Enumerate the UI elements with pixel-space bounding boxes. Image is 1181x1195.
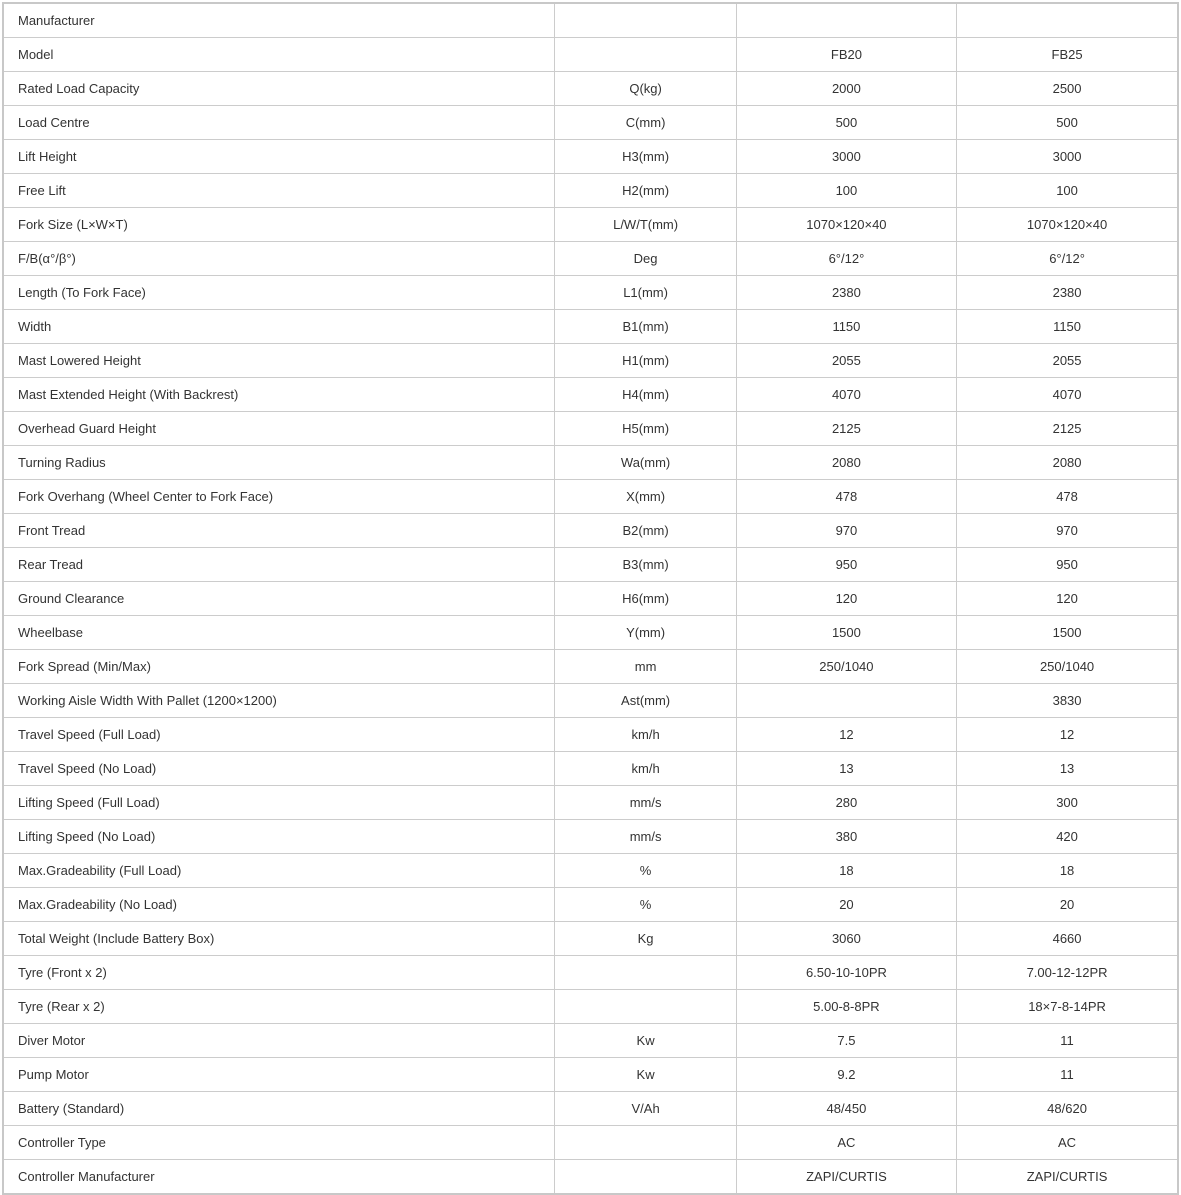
- spec-unit-cell: H5(mm): [555, 412, 736, 446]
- spec-name-cell: Lifting Speed (Full Load): [3, 786, 555, 820]
- spec-unit-cell: H4(mm): [555, 378, 736, 412]
- spec-unit-cell: L1(mm): [555, 276, 736, 310]
- model-2-value-cell: 20: [957, 888, 1178, 922]
- spec-unit-cell: Y(mm): [555, 616, 736, 650]
- spec-name-cell: Travel Speed (Full Load): [3, 718, 555, 752]
- model-1-value-cell: 1070×120×40: [736, 208, 956, 242]
- model-2-value-cell: 13: [957, 752, 1178, 786]
- table-row: [3, 72, 1178, 106]
- table-row: [3, 922, 1178, 956]
- model-1-value-cell: [736, 3, 956, 38]
- model-1-value-cell: 20: [736, 888, 956, 922]
- spec-unit-cell: mm/s: [555, 820, 736, 854]
- model-1-value-cell: 970: [736, 514, 956, 548]
- spec-name-cell: Fork Overhang (Wheel Center to Fork Face): [3, 480, 555, 514]
- spec-name-cell: Travel Speed (No Load): [3, 752, 555, 786]
- model-1-value-cell: 2125: [736, 412, 956, 446]
- model-2-value-cell: 250/1040: [957, 650, 1178, 684]
- model-2-value-cell: 18×7-8-14PR: [957, 990, 1178, 1024]
- spec-unit-cell: [555, 38, 736, 72]
- spec-name-cell: Tyre (Front x 2): [3, 956, 555, 990]
- spec-unit-cell: B2(mm): [555, 514, 736, 548]
- model-1-value-cell: 7.5: [736, 1024, 956, 1058]
- spec-name-cell: Fork Spread (Min/Max): [3, 650, 555, 684]
- model-1-value-cell: 100: [736, 174, 956, 208]
- table-row: [3, 446, 1178, 480]
- model-1-value-cell: ZAPI/CURTIS: [736, 1160, 956, 1195]
- model-2-value-cell: 970: [957, 514, 1178, 548]
- spec-name-cell: Diver Motor: [3, 1024, 555, 1058]
- table-row: [3, 208, 1178, 242]
- spec-name-cell: Pump Motor: [3, 1058, 555, 1092]
- model-2-value-cell: 120: [957, 582, 1178, 616]
- model-1-value-cell: FB20: [736, 38, 956, 72]
- model-1-value-cell: 250/1040: [736, 650, 956, 684]
- spec-table-body: [3, 3, 1178, 1194]
- model-1-value-cell: 18: [736, 854, 956, 888]
- spec-unit-cell: Ast(mm): [555, 684, 736, 718]
- spec-unit-cell: H1(mm): [555, 344, 736, 378]
- table-row: [3, 752, 1178, 786]
- spec-name-cell: Load Centre: [3, 106, 555, 140]
- model-1-value-cell: 4070: [736, 378, 956, 412]
- spec-name-cell: F/B(α°/β°): [3, 242, 555, 276]
- spec-name-cell: Rear Tread: [3, 548, 555, 582]
- model-1-value-cell: 380: [736, 820, 956, 854]
- spec-name-cell: Max.Gradeability (No Load): [3, 888, 555, 922]
- model-1-value-cell: 2380: [736, 276, 956, 310]
- table-row: [3, 276, 1178, 310]
- model-2-value-cell: 11: [957, 1058, 1178, 1092]
- model-2-value-cell: 11: [957, 1024, 1178, 1058]
- spec-name-cell: Controller Type: [3, 1126, 555, 1160]
- spec-unit-cell: [555, 956, 736, 990]
- table-row: [3, 3, 1178, 38]
- model-1-value-cell: 280: [736, 786, 956, 820]
- spec-name-cell: Lifting Speed (No Load): [3, 820, 555, 854]
- model-1-value-cell: 6.50-10-10PR: [736, 956, 956, 990]
- table-row: [3, 1058, 1178, 1092]
- spec-name-cell: Battery (Standard): [3, 1092, 555, 1126]
- model-2-value-cell: 2500: [957, 72, 1178, 106]
- table-row: [3, 718, 1178, 752]
- spec-unit-cell: H6(mm): [555, 582, 736, 616]
- model-1-value-cell: [736, 684, 956, 718]
- model-2-value-cell: 1070×120×40: [957, 208, 1178, 242]
- table-row: [3, 990, 1178, 1024]
- spec-name-cell: Ground Clearance: [3, 582, 555, 616]
- model-1-value-cell: 12: [736, 718, 956, 752]
- model-1-value-cell: 120: [736, 582, 956, 616]
- model-2-value-cell: [957, 3, 1178, 38]
- model-2-value-cell: FB25: [957, 38, 1178, 72]
- table-row: [3, 1092, 1178, 1126]
- model-2-value-cell: 100: [957, 174, 1178, 208]
- table-row: [3, 378, 1178, 412]
- table-row: [3, 582, 1178, 616]
- model-1-value-cell: 3000: [736, 140, 956, 174]
- spec-name-cell: Wheelbase: [3, 616, 555, 650]
- spec-unit-cell: V/Ah: [555, 1092, 736, 1126]
- model-2-value-cell: 2055: [957, 344, 1178, 378]
- spec-unit-cell: Kw: [555, 1024, 736, 1058]
- table-row: [3, 616, 1178, 650]
- table-row: [3, 1126, 1178, 1160]
- table-row: [3, 956, 1178, 990]
- spec-unit-cell: km/h: [555, 718, 736, 752]
- spec-name-cell: Turning Radius: [3, 446, 555, 480]
- table-row: [3, 650, 1178, 684]
- model-1-value-cell: 9.2: [736, 1058, 956, 1092]
- table-row: [3, 786, 1178, 820]
- spec-name-cell: Model: [3, 38, 555, 72]
- model-2-value-cell: 48/620: [957, 1092, 1178, 1126]
- model-1-value-cell: 1500: [736, 616, 956, 650]
- model-2-value-cell: 12: [957, 718, 1178, 752]
- table-row: [3, 344, 1178, 378]
- spec-unit-cell: %: [555, 888, 736, 922]
- model-1-value-cell: AC: [736, 1126, 956, 1160]
- model-2-value-cell: 18: [957, 854, 1178, 888]
- spec-name-cell: Overhead Guard Height: [3, 412, 555, 446]
- spec-unit-cell: Deg: [555, 242, 736, 276]
- spec-unit-cell: L/W/T(mm): [555, 208, 736, 242]
- model-1-value-cell: 2080: [736, 446, 956, 480]
- model-2-value-cell: 4070: [957, 378, 1178, 412]
- model-2-value-cell: 4660: [957, 922, 1178, 956]
- table-row: [3, 106, 1178, 140]
- table-row: [3, 514, 1178, 548]
- spec-unit-cell: Kg: [555, 922, 736, 956]
- model-2-value-cell: 420: [957, 820, 1178, 854]
- spec-unit-cell: H2(mm): [555, 174, 736, 208]
- table-row: [3, 854, 1178, 888]
- spec-unit-cell: [555, 1160, 736, 1195]
- table-row: [3, 1160, 1178, 1195]
- spec-name-cell: Lift Height: [3, 140, 555, 174]
- spec-name-cell: Front Tread: [3, 514, 555, 548]
- model-2-value-cell: 2080: [957, 446, 1178, 480]
- model-2-value-cell: 478: [957, 480, 1178, 514]
- model-1-value-cell: 478: [736, 480, 956, 514]
- model-2-value-cell: 500: [957, 106, 1178, 140]
- spec-unit-cell: X(mm): [555, 480, 736, 514]
- spec-name-cell: Rated Load Capacity: [3, 72, 555, 106]
- spec-name-cell: Working Aisle Width With Pallet (1200×1200): [3, 684, 555, 718]
- spec-unit-cell: [555, 1126, 736, 1160]
- spec-table: [2, 2, 1179, 1195]
- spec-name-cell: Length (To Fork Face): [3, 276, 555, 310]
- model-2-value-cell: 6°/12°: [957, 242, 1178, 276]
- table-row: [3, 480, 1178, 514]
- spec-name-cell: Free Lift: [3, 174, 555, 208]
- spec-name-cell: Total Weight (Include Battery Box): [3, 922, 555, 956]
- model-1-value-cell: 3060: [736, 922, 956, 956]
- model-1-value-cell: 2055: [736, 344, 956, 378]
- spec-name-cell: Max.Gradeability (Full Load): [3, 854, 555, 888]
- model-1-value-cell: 1150: [736, 310, 956, 344]
- spec-unit-cell: [555, 3, 736, 38]
- spec-unit-cell: H3(mm): [555, 140, 736, 174]
- spec-name-cell: Manufacturer: [3, 3, 555, 38]
- spec-unit-cell: km/h: [555, 752, 736, 786]
- spec-name-cell: Fork Size (L×W×T): [3, 208, 555, 242]
- spec-unit-cell: B1(mm): [555, 310, 736, 344]
- model-2-value-cell: 1500: [957, 616, 1178, 650]
- table-row: [3, 140, 1178, 174]
- table-row: [3, 548, 1178, 582]
- spec-unit-cell: C(mm): [555, 106, 736, 140]
- model-1-value-cell: 2000: [736, 72, 956, 106]
- spec-unit-cell: %: [555, 854, 736, 888]
- spec-name-cell: Controller Manufacturer: [3, 1160, 555, 1195]
- table-row: [3, 38, 1178, 72]
- model-2-value-cell: 7.00-12-12PR: [957, 956, 1178, 990]
- table-row: [3, 412, 1178, 446]
- model-1-value-cell: 500: [736, 106, 956, 140]
- model-1-value-cell: 13: [736, 752, 956, 786]
- model-2-value-cell: AC: [957, 1126, 1178, 1160]
- model-1-value-cell: 950: [736, 548, 956, 582]
- table-row: [3, 820, 1178, 854]
- model-2-value-cell: 3000: [957, 140, 1178, 174]
- table-row: [3, 310, 1178, 344]
- spec-unit-cell: [555, 990, 736, 1024]
- spec-unit-cell: Kw: [555, 1058, 736, 1092]
- spec-unit-cell: Q(kg): [555, 72, 736, 106]
- model-2-value-cell: 300: [957, 786, 1178, 820]
- model-2-value-cell: 1150: [957, 310, 1178, 344]
- model-1-value-cell: 6°/12°: [736, 242, 956, 276]
- spec-unit-cell: B3(mm): [555, 548, 736, 582]
- spec-name-cell: Mast Lowered Height: [3, 344, 555, 378]
- spec-name-cell: Mast Extended Height (With Backrest): [3, 378, 555, 412]
- spec-name-cell: Width: [3, 310, 555, 344]
- spec-unit-cell: mm/s: [555, 786, 736, 820]
- model-2-value-cell: 3830: [957, 684, 1178, 718]
- spec-unit-cell: Wa(mm): [555, 446, 736, 480]
- model-2-value-cell: ZAPI/CURTIS: [957, 1160, 1178, 1195]
- table-row: [3, 242, 1178, 276]
- model-1-value-cell: 48/450: [736, 1092, 956, 1126]
- table-row: [3, 174, 1178, 208]
- table-row: [3, 1024, 1178, 1058]
- model-2-value-cell: 2125: [957, 412, 1178, 446]
- table-row: [3, 888, 1178, 922]
- spec-name-cell: Tyre (Rear x 2): [3, 990, 555, 1024]
- table-row: [3, 684, 1178, 718]
- spec-unit-cell: mm: [555, 650, 736, 684]
- model-2-value-cell: 950: [957, 548, 1178, 582]
- model-2-value-cell: 2380: [957, 276, 1178, 310]
- model-1-value-cell: 5.00-8-8PR: [736, 990, 956, 1024]
